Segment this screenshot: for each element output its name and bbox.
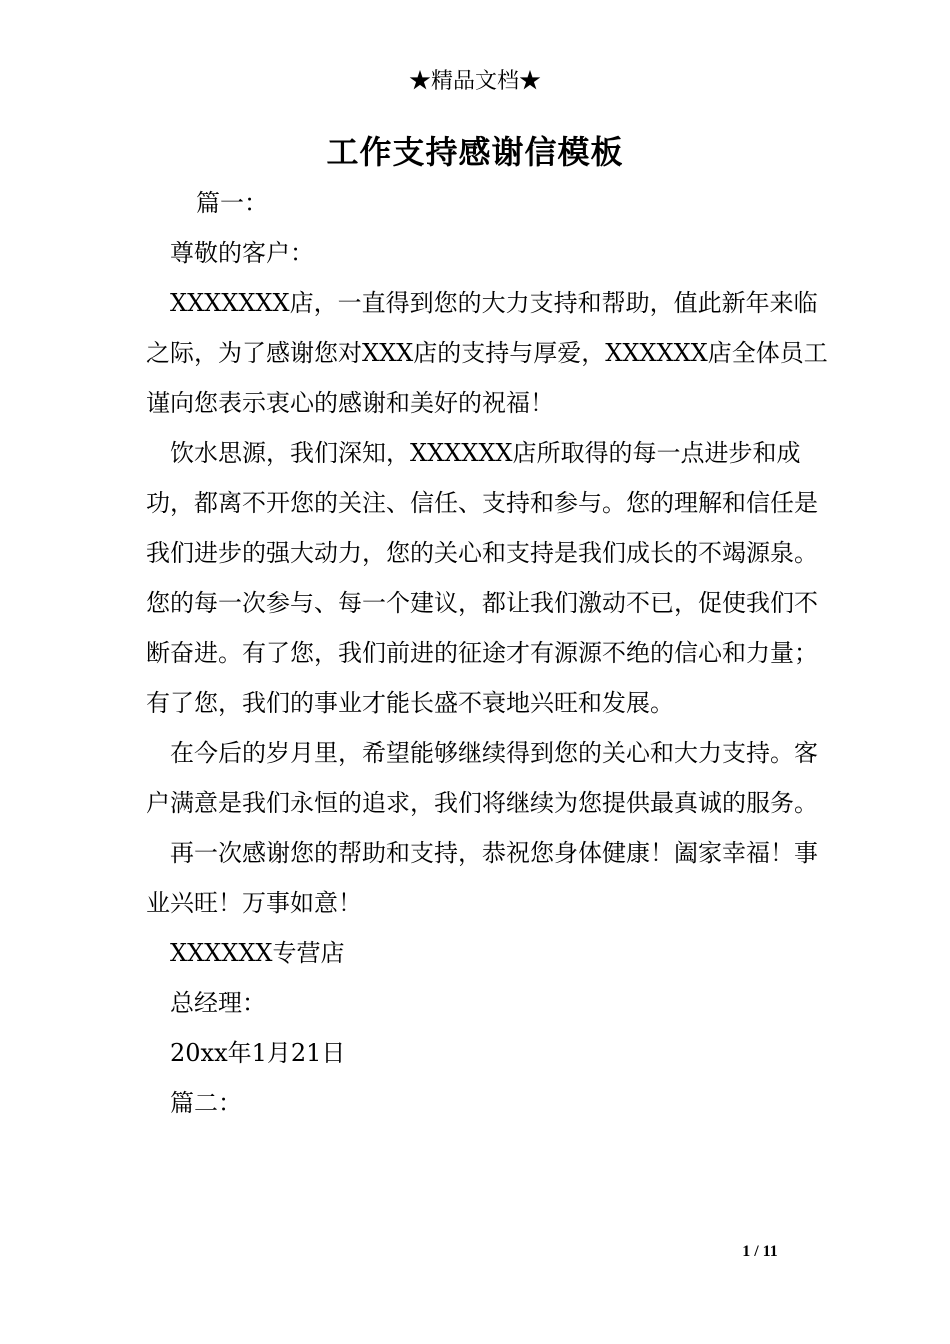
page-number: 1 / 11 — [742, 1243, 778, 1260]
signature-date: 20xx年1月21日 — [170, 1039, 346, 1067]
salutation: 尊敬的客户： — [170, 239, 314, 267]
signature-store: XXXXXX专营店 — [170, 939, 345, 967]
section-heading-2: 篇二： — [170, 1089, 242, 1117]
header-mark: ★精品文档★ — [408, 69, 541, 94]
body-paragraph: XXXXXXX店，一直得到您的大力支持和帮助，值此新年来临之际，为了感谢您对XXX店的支持与厚爱，XXXXXX店全体员工谨向您表示衷心的感谢和美好的祝福！ — [146, 289, 828, 417]
section-heading-1: 篇一： — [196, 189, 268, 217]
body-paragraph: 再一次感谢您的帮助和支持，恭祝您身体健康！阖家幸福！事业兴旺！万事如意！ — [146, 839, 818, 917]
body-paragraph: 在今后的岁月里，希望能够继续得到您的关心和大力支持。客户满意是我们永恒的追求，我们将继续为您提供最真诚的服务。 — [146, 739, 818, 817]
document-body — [146, 178, 836, 1128]
signature-manager: 总经理： — [170, 989, 266, 1017]
document-title: 工作支持感谢信模板 — [326, 133, 624, 171]
body-paragraph: 饮水思源，我们深知，XXXXXX店所取得的每一点进步和成功，都离不开您的关注、信任、支持和参与。您的理解和信任是我们进步的强大动力，您的关心和支持是我们成长的不竭源泉。您的每一次参与、每一个建议，都让我们激动不已，促使我们不断奋进。有了您，我们前进的征途才有源源不绝的信心和力量；有了您，我们的事业才能长盛不衰地兴旺和发展。 — [146, 439, 818, 717]
